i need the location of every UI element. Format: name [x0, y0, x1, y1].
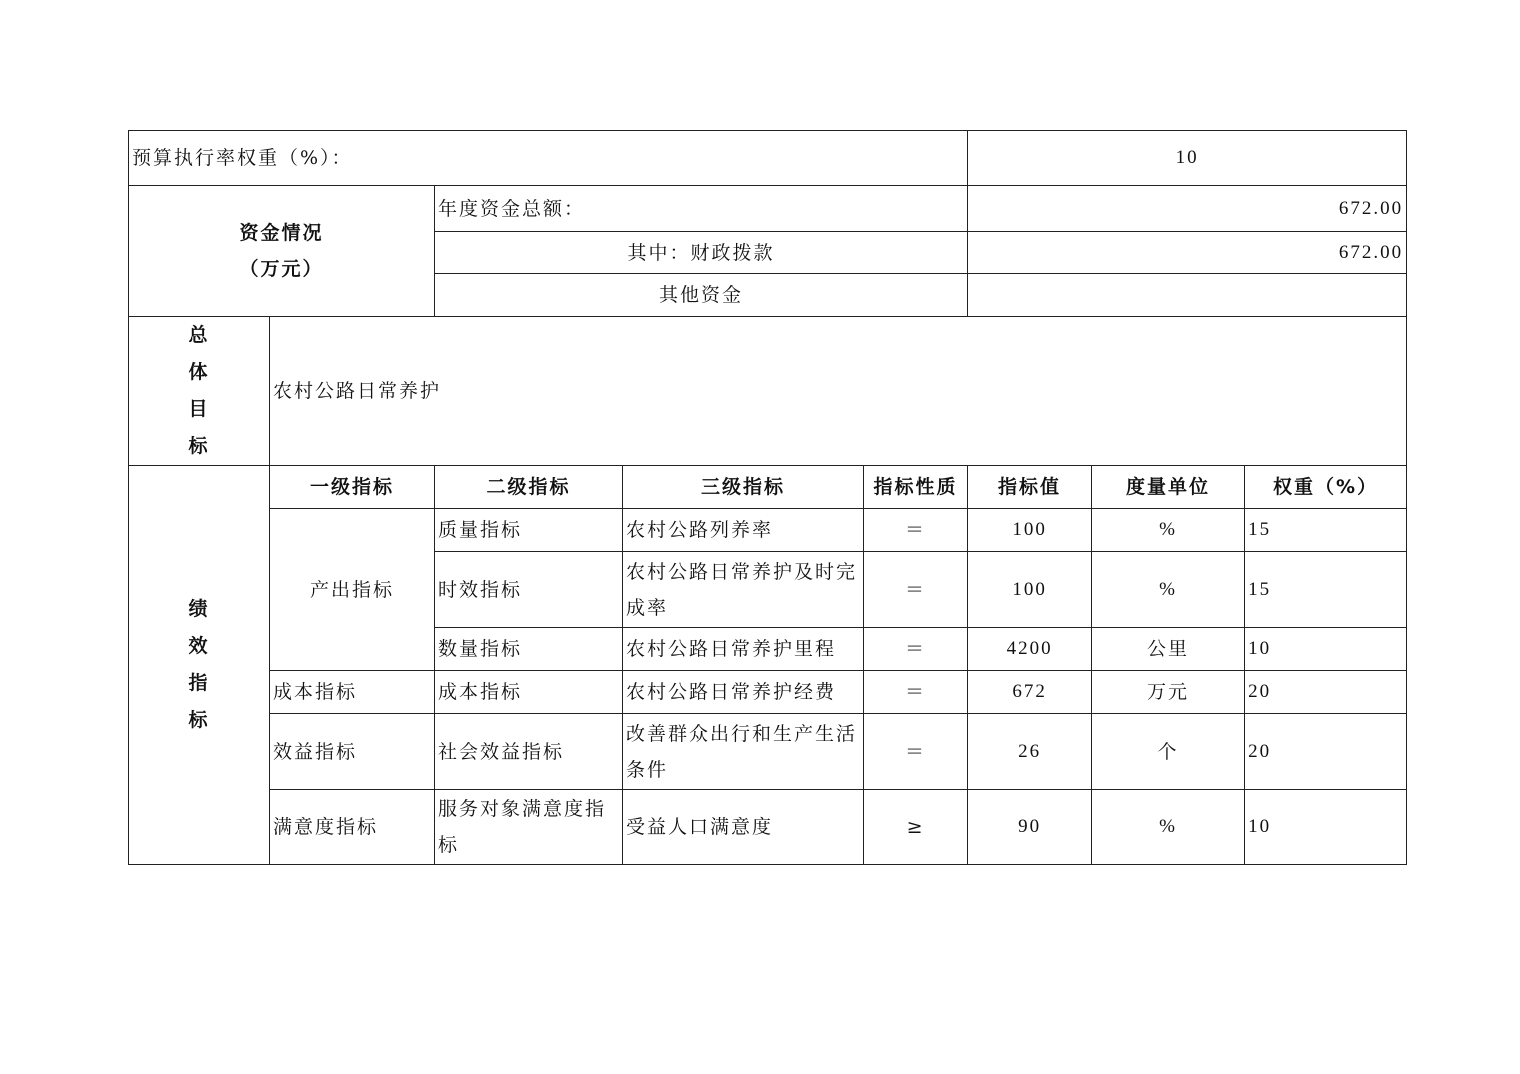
overall-goal-char: 标 [188, 435, 210, 457]
nature-cell: ≥ [864, 790, 968, 865]
level3-cell: 改善群众出行和生产生活条件 [623, 714, 864, 790]
value-cell: 26 [968, 714, 1092, 790]
level2-cell: 成本指标 [435, 671, 623, 714]
unit-cell: 个 [1092, 714, 1245, 790]
level2-cell: 社会效益指标 [435, 714, 623, 790]
level3-cell: 农村公路日常养护经费 [623, 671, 864, 714]
annual-total-value: 672.00 [968, 186, 1407, 232]
overall-goal-char: 体 [188, 361, 210, 383]
funding-title-line2: （万元） [239, 258, 324, 280]
level3-cell: 农村公路列养率 [623, 509, 864, 552]
weight-cell: 15 [1245, 509, 1407, 552]
header-weight: 权重（%） [1245, 466, 1407, 509]
overall-goal-char: 目 [188, 398, 210, 420]
level3-cell: 农村公路日常养护及时完成率 [623, 552, 864, 628]
header-nature: 指标性质 [864, 466, 968, 509]
weight-cell: 20 [1245, 671, 1407, 714]
nature-cell: ＝ [864, 552, 968, 628]
weight-cell: 20 [1245, 714, 1407, 790]
unit-cell: % [1092, 790, 1245, 865]
other-funds-label: 其他资金 [435, 274, 968, 317]
overall-goal-label [129, 317, 270, 466]
level1-cell: 效益指标 [270, 714, 435, 790]
header-level3: 三级指标 [623, 466, 864, 509]
funding-title-line1: 资金情况 [239, 222, 324, 244]
other-funds-value [968, 274, 1407, 317]
weight-cell: 10 [1245, 628, 1407, 671]
unit-cell: % [1092, 552, 1245, 628]
overall-goal-char: 总 [188, 324, 210, 346]
level3-cell: 受益人口满意度 [623, 790, 864, 865]
level2-cell: 时效指标 [435, 552, 623, 628]
annual-total-label: 年度资金总额： [435, 186, 968, 232]
level2-cell: 服务对象满意度指标 [435, 790, 623, 865]
level1-cell: 满意度指标 [270, 790, 435, 865]
fiscal-label: 其中：财政拨款 [435, 232, 968, 274]
budget-rate-label: 预算执行率权重（%）： [129, 131, 968, 186]
funding-title [129, 186, 435, 317]
performance-label-char: 绩 [188, 598, 210, 620]
table-row [129, 509, 1407, 552]
header-unit: 度量单位 [1092, 466, 1245, 509]
unit-cell: % [1092, 509, 1245, 552]
performance-label-char: 标 [188, 709, 210, 731]
fiscal-value: 672.00 [968, 232, 1407, 274]
value-cell: 100 [968, 509, 1092, 552]
value-cell: 100 [968, 552, 1092, 628]
nature-cell: ＝ [864, 714, 968, 790]
weight-cell: 10 [1245, 790, 1407, 865]
level2-cell: 质量指标 [435, 509, 623, 552]
weight-cell: 15 [1245, 552, 1407, 628]
header-value: 指标值 [968, 466, 1092, 509]
output-indicator-group: 产出指标 [270, 509, 435, 671]
value-cell: 672 [968, 671, 1092, 714]
budget-rate-value: 10 [968, 131, 1407, 186]
table-row [129, 714, 1407, 790]
overall-goal-text: 农村公路日常养护 [270, 317, 1407, 466]
level3-cell: 农村公路日常养护里程 [623, 628, 864, 671]
unit-cell: 公里 [1092, 628, 1245, 671]
nature-cell: ＝ [864, 671, 968, 714]
nature-cell: ＝ [864, 509, 968, 552]
header-level2: 二级指标 [435, 466, 623, 509]
level2-cell: 数量指标 [435, 628, 623, 671]
level1-cell: 成本指标 [270, 671, 435, 714]
table-row [129, 790, 1407, 865]
header-level1: 一级指标 [270, 466, 435, 509]
value-cell: 4200 [968, 628, 1092, 671]
performance-indicator-label [129, 466, 270, 865]
unit-cell: 万元 [1092, 671, 1245, 714]
nature-cell: ＝ [864, 628, 968, 671]
performance-label-char: 效 [188, 635, 210, 657]
performance-goal-table [128, 130, 1407, 865]
table-row [129, 671, 1407, 714]
performance-label-char: 指 [188, 672, 210, 694]
value-cell: 90 [968, 790, 1092, 865]
